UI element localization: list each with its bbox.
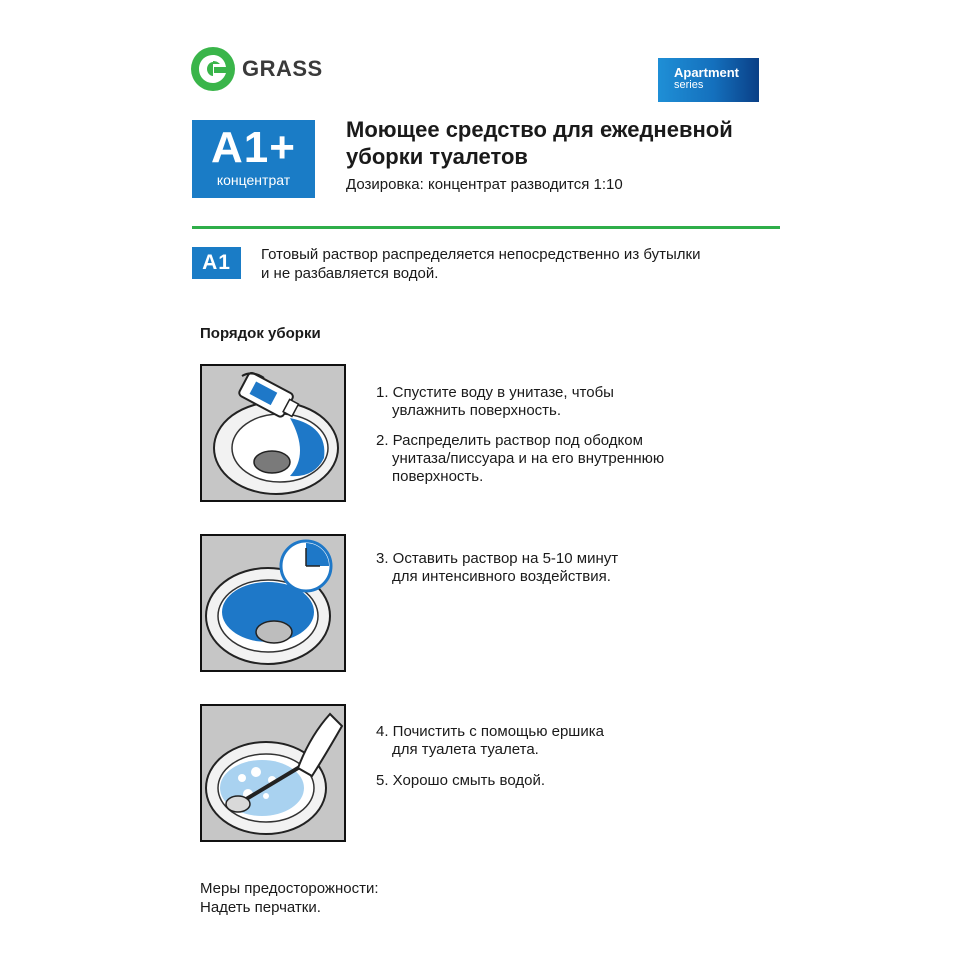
product-title	[346, 116, 786, 170]
brand-logo	[190, 46, 323, 92]
step-4-line1: 4. Почистить с помощью ершика	[376, 723, 604, 740]
step-3-line1: 3. Оставить раствор на 5-10 минут	[376, 550, 619, 567]
series-badge	[658, 58, 759, 102]
product-title-line2: уборки туалетов	[346, 144, 528, 169]
grass-logo-icon	[190, 46, 236, 92]
variant-text-line2: и не разбавляется водой.	[261, 265, 439, 282]
step-4-line2: для туалета туалета.	[392, 741, 539, 758]
step-1	[376, 384, 614, 420]
step-5-line1: 5. Хорошо смыть водой.	[376, 772, 545, 789]
toilet-bottle-illustration-icon	[200, 364, 346, 502]
product-code: A1+	[211, 123, 296, 172]
precautions-title: Меры предосторожности:	[200, 880, 379, 897]
green-divider	[192, 226, 780, 229]
product-code-badge	[192, 120, 315, 198]
step-5	[376, 772, 545, 790]
variant-text-line1: Готовый раствор распределяется непосредственно из бутылки	[261, 246, 701, 263]
precautions	[200, 879, 379, 917]
step-2	[376, 432, 664, 486]
step-3-line2: для интенсивного воздействия.	[392, 568, 611, 585]
series-label-line1: Apartment	[674, 65, 740, 80]
step-4	[376, 723, 604, 759]
step-3	[376, 550, 618, 586]
brand-name: GRASS	[242, 56, 323, 81]
variant-code-badge: A1	[192, 247, 241, 279]
product-code-sub: концентрат	[216, 172, 291, 188]
step-2-line3: поверхность.	[392, 468, 484, 485]
precautions-text: Надеть перчатки.	[200, 899, 321, 916]
step-2-line2: унитаза/писсуара и на его внутреннюю	[392, 450, 665, 467]
step-2-line1: 2. Распределить раствор под ободком	[376, 432, 643, 449]
series-label-line2: series	[674, 79, 704, 91]
dosage-text: Дозировка: концентрат разводится 1:10	[346, 176, 623, 193]
toilet-timer-illustration-icon	[200, 534, 346, 672]
step-1-line1: 1. Спустите воду в унитазе, чтобы	[376, 384, 614, 401]
product-title-line1: Моющее средство для ежедневной	[346, 117, 733, 142]
procedure-title: Порядок уборки	[200, 325, 321, 342]
step-1-line2: увлажнить поверхность.	[392, 402, 562, 419]
toilet-brush-illustration-icon	[200, 704, 346, 842]
variant-description	[261, 245, 781, 283]
clock-icon	[281, 541, 331, 591]
